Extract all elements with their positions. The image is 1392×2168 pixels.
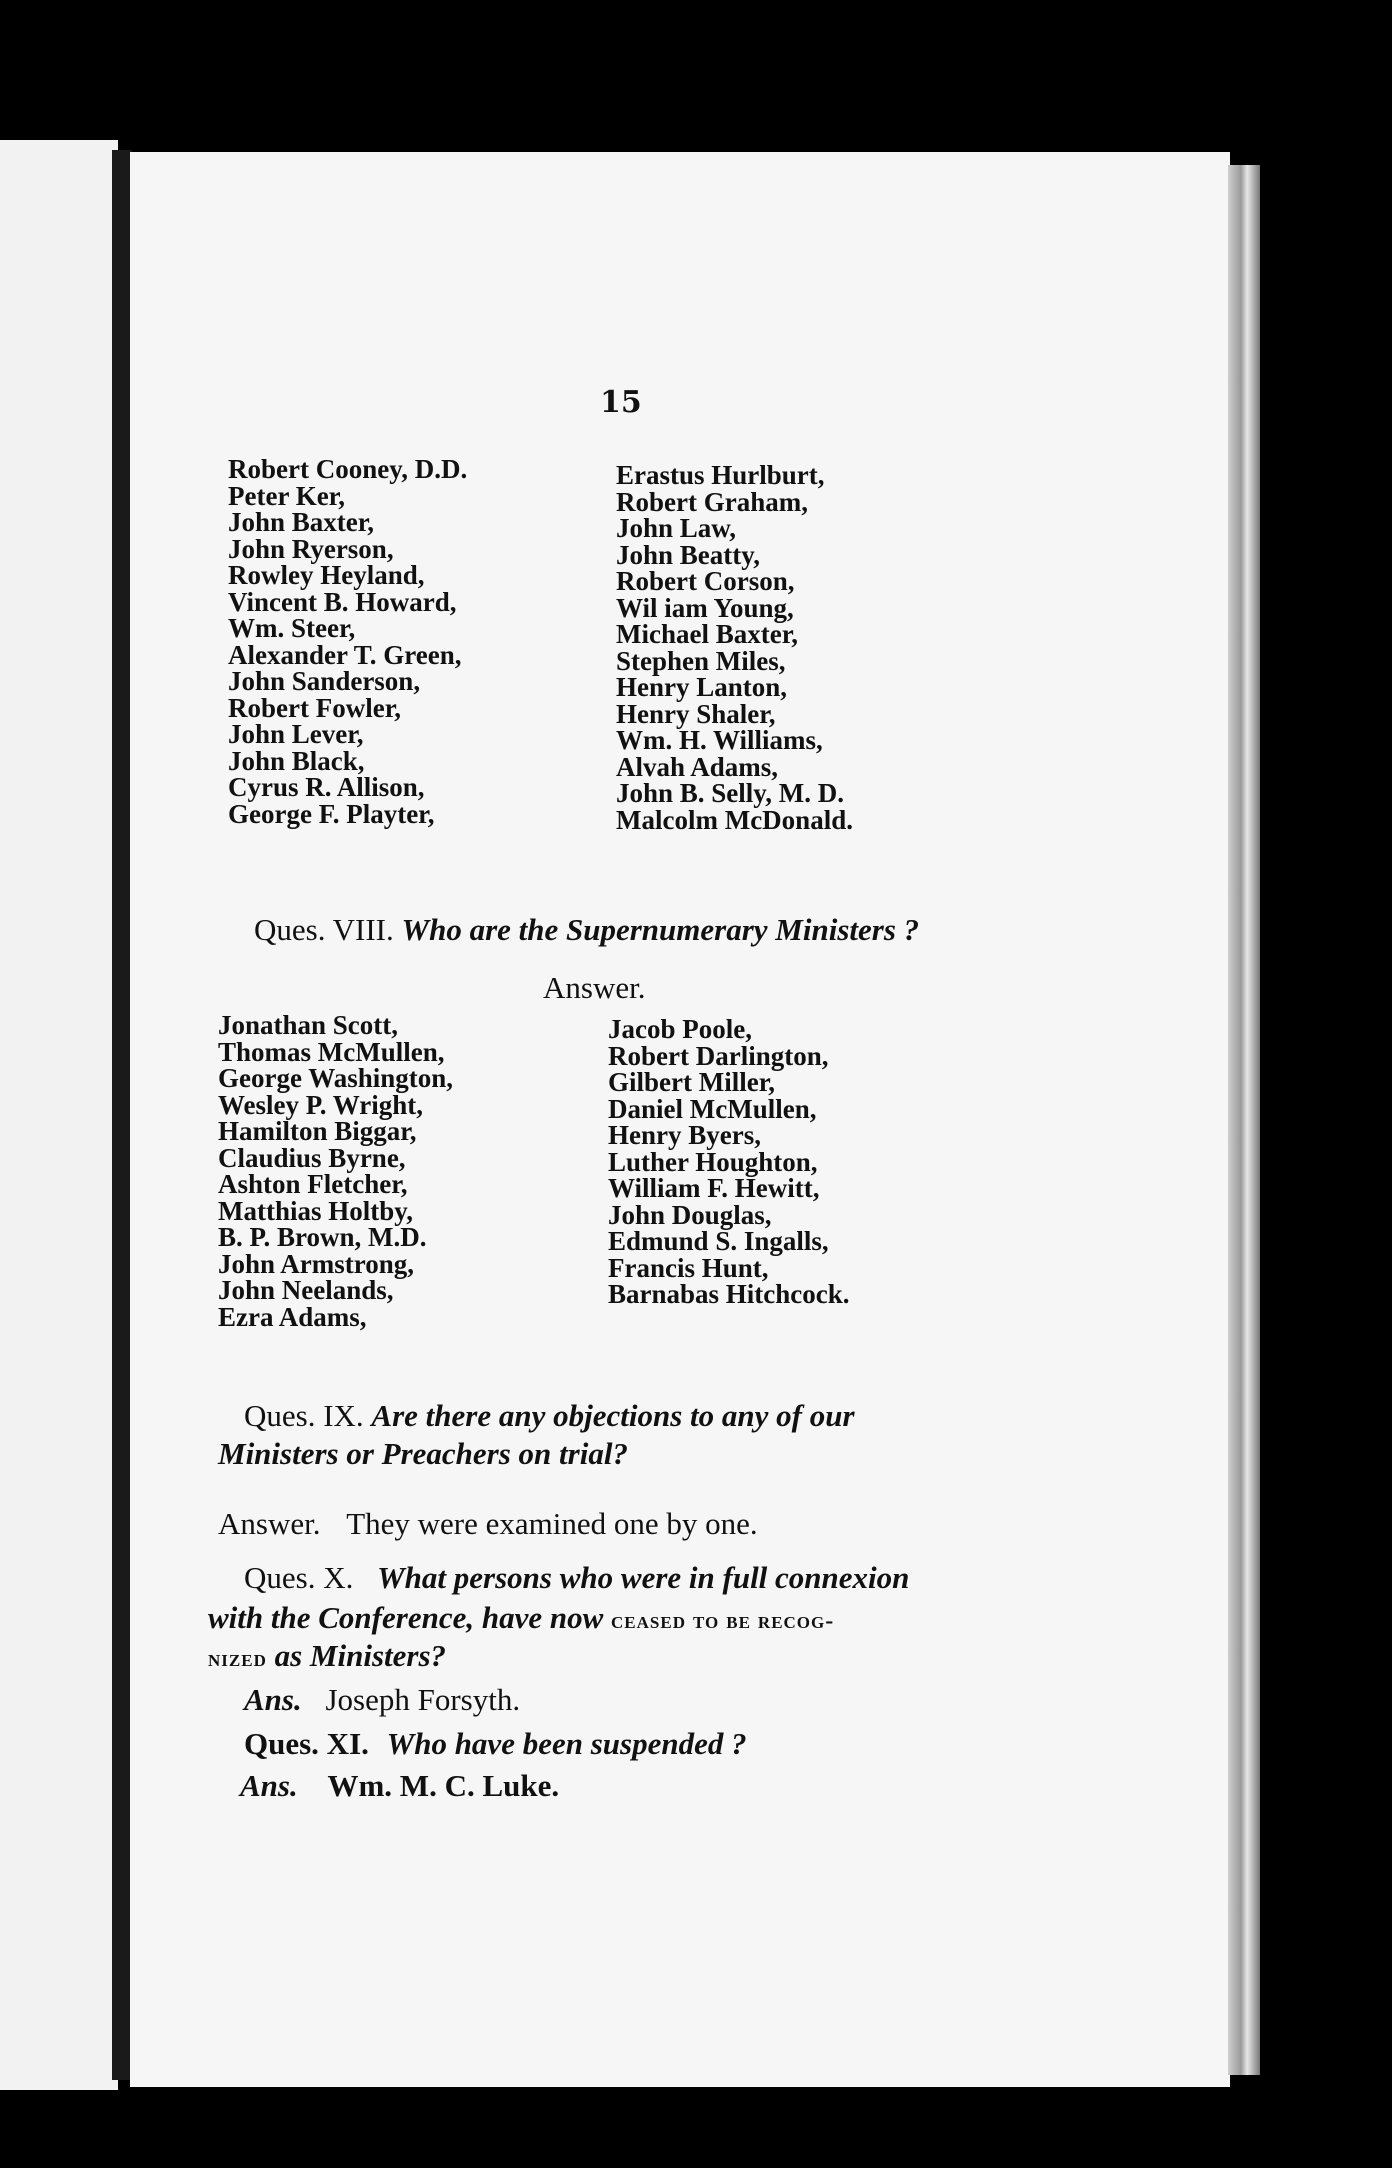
name-entry: Henry Shaler, bbox=[616, 698, 776, 729]
name-entry: Alvah Adams, bbox=[616, 751, 779, 782]
question-9-answer-label: Answer. bbox=[218, 1506, 321, 1541]
question-10-text-line3-smallcaps: nized bbox=[208, 1646, 267, 1672]
question-8-lead: Ques. VIII. bbox=[254, 912, 394, 947]
name-entry: John Sanderson, bbox=[228, 666, 421, 696]
page-stack-edge bbox=[1228, 165, 1260, 2075]
supernumerary-list-right bbox=[608, 1016, 850, 1308]
question-10-answer-label: Ans. bbox=[244, 1682, 302, 1717]
name-entry: Cyrus R. Allison, bbox=[228, 772, 425, 802]
book-spine bbox=[112, 150, 132, 2080]
name-entry: Stephen Miles, bbox=[616, 645, 786, 676]
question-9-answer bbox=[218, 1506, 758, 1542]
name-entry: Robert Darlington, bbox=[608, 1040, 829, 1071]
question-11 bbox=[244, 1726, 747, 1762]
name-entry: Robert Corson, bbox=[616, 566, 795, 596]
question-9-text-line2: Ministers or Preachers on trial? bbox=[218, 1436, 628, 1471]
question-9-lead: Ques. IX. bbox=[244, 1398, 364, 1433]
question-8-text: Who are the Supernumerary Ministers ? bbox=[401, 912, 920, 947]
name-entry: John Douglas, bbox=[608, 1199, 772, 1230]
name-entry: Barnabas Hitchcock. bbox=[608, 1279, 850, 1309]
name-entry: Matthias Holtby, bbox=[218, 1195, 414, 1226]
question-10-text-line3: as Ministers? bbox=[274, 1638, 447, 1673]
name-entry: Edmund S. Ingalls, bbox=[608, 1226, 829, 1256]
question-8 bbox=[254, 912, 919, 948]
name-entry: Wm. H. Williams, bbox=[616, 725, 823, 755]
facing-page-edge bbox=[0, 140, 118, 2090]
question-11-answer bbox=[240, 1768, 559, 1804]
name-entry: Hamilton Biggar, bbox=[218, 1116, 417, 1146]
name-entry: Luther Houghton, bbox=[608, 1146, 818, 1177]
name-entry: Michael Baxter, bbox=[616, 619, 798, 649]
question-10-answer bbox=[244, 1682, 520, 1718]
name-entry: William F. Hewitt, bbox=[608, 1173, 820, 1203]
name-entry: John Beatty, bbox=[616, 539, 761, 570]
question-10-text-line2: with the Conference, have now bbox=[208, 1600, 604, 1635]
name-entry: Henry Lanton, bbox=[616, 672, 788, 702]
name-entry: Ashton Fletcher, bbox=[218, 1169, 408, 1199]
name-entry: John B. Selly, M. D. bbox=[616, 778, 845, 808]
supernumerary-list-left bbox=[218, 1012, 453, 1330]
name-entry: George Washington, bbox=[218, 1063, 454, 1093]
question-10-lead: Ques. X. bbox=[244, 1560, 354, 1595]
name-entry: Robert Graham, bbox=[616, 486, 808, 517]
name-entry: John Baxter, bbox=[228, 507, 375, 537]
name-entry: Alexander T. Green, bbox=[228, 639, 462, 670]
name-entry: Peter Ker, bbox=[228, 480, 345, 511]
name-entry: Claudius Byrne, bbox=[218, 1142, 406, 1173]
question-9-answer-text: They were examined one by one. bbox=[346, 1506, 758, 1541]
name-entry: John Black, bbox=[228, 745, 365, 776]
name-entry: Jonathan Scott, bbox=[218, 1010, 399, 1040]
name-entry: John Armstrong, bbox=[218, 1248, 415, 1279]
ministers-list-right bbox=[616, 462, 853, 833]
name-entry: Ezra Adams, bbox=[218, 1301, 367, 1332]
page-number: 15 bbox=[600, 385, 642, 420]
question-11-lead: Ques. XI. bbox=[244, 1726, 369, 1761]
question-10-line2 bbox=[208, 1600, 834, 1636]
name-entry: Francis Hunt, bbox=[608, 1252, 769, 1283]
question-10-line3 bbox=[208, 1638, 446, 1674]
question-8-answer-heading: Answer. bbox=[543, 970, 646, 1005]
name-entry: Vincent B. Howard, bbox=[228, 586, 457, 617]
name-entry: John Lever, bbox=[228, 719, 364, 749]
question-10-answer-text: Joseph Forsyth. bbox=[325, 1682, 521, 1717]
name-entry: John Law, bbox=[616, 513, 737, 543]
name-entry: Malcolm McDonald. bbox=[616, 804, 853, 835]
name-entry: Erastus Hurlburt, bbox=[616, 460, 825, 490]
name-entry: Robert Fowler, bbox=[228, 692, 401, 723]
name-entry: George F. Playter, bbox=[228, 798, 435, 829]
ministers-list-left bbox=[228, 456, 467, 827]
question-10 bbox=[244, 1560, 909, 1596]
question-9-line2 bbox=[218, 1436, 628, 1472]
name-entry: Rowley Heyland, bbox=[228, 560, 425, 590]
question-11-answer-text: Wm. M. C. Luke. bbox=[327, 1768, 560, 1803]
name-entry: Gilbert Miller, bbox=[608, 1067, 775, 1097]
question-11-text: Who have been suspended ? bbox=[386, 1726, 747, 1761]
question-10-text-line2-smallcaps: ceased to be recog- bbox=[611, 1608, 835, 1634]
name-entry: Thomas McMullen, bbox=[218, 1036, 445, 1067]
name-entry: Daniel McMullen, bbox=[608, 1093, 817, 1124]
question-9-text-line1: Are there any objections to any of our bbox=[371, 1398, 855, 1433]
name-entry: Robert Cooney, D.D. bbox=[228, 454, 468, 484]
name-entry: B. P. Brown, M.D. bbox=[218, 1222, 427, 1252]
question-9 bbox=[244, 1398, 855, 1434]
name-entry: Wm. Steer, bbox=[228, 613, 356, 643]
question-10-text-line1: What persons who were in full connexion bbox=[377, 1560, 910, 1595]
name-entry: Wil iam Young, bbox=[616, 592, 794, 623]
name-entry: Henry Byers, bbox=[608, 1120, 761, 1150]
question-11-answer-label: Ans. bbox=[240, 1768, 298, 1803]
name-entry: Jacob Poole, bbox=[608, 1014, 752, 1044]
name-entry: John Neelands, bbox=[218, 1275, 394, 1305]
name-entry: John Ryerson, bbox=[228, 533, 394, 564]
name-entry: Wesley P. Wright, bbox=[218, 1089, 424, 1120]
